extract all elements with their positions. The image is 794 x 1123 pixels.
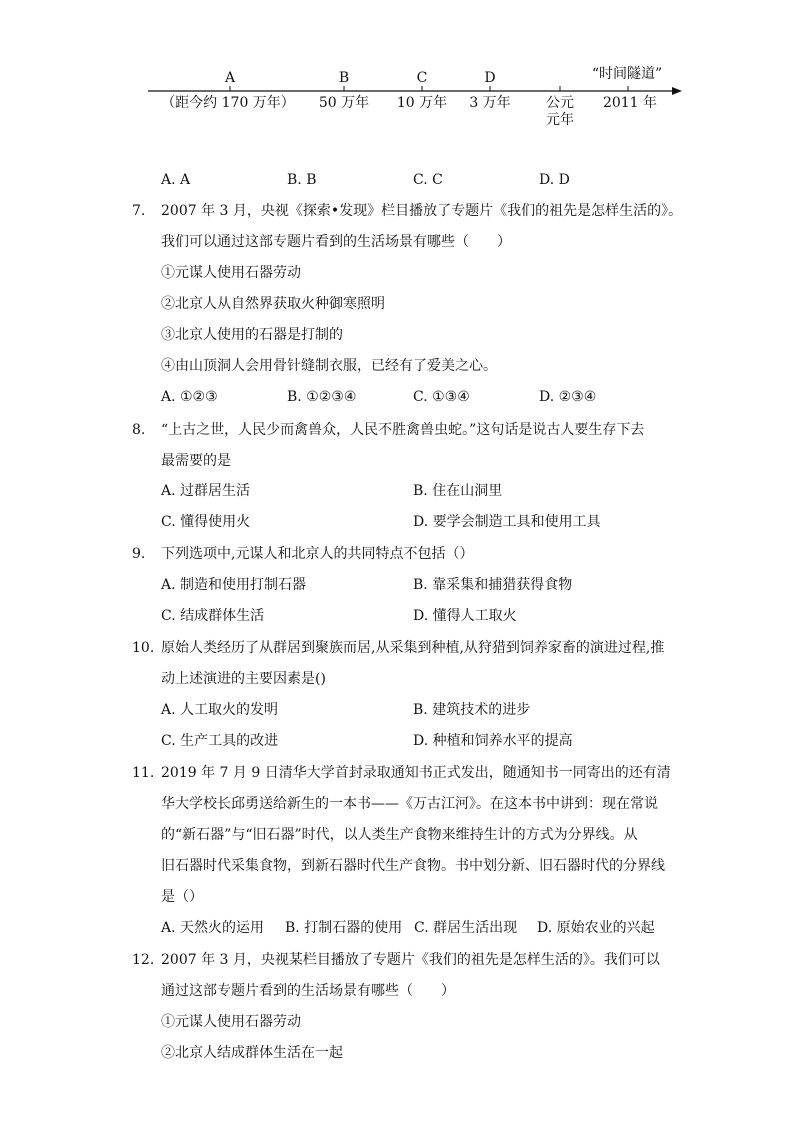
q12-line-2: 通过这部专题片看到的生活场景有哪些（ ）: [161, 983, 455, 999]
q11-option-a: A. 天然火的运用: [161, 920, 265, 936]
q11-line-2: 华大学校长邱勇送给新生的一本书——《万古江河》。在这本书中讲到：现在常说: [161, 796, 658, 812]
q12-number: 12.: [132, 952, 155, 968]
q12-line-4: ②北京人结成群体生活在一起: [161, 1045, 343, 1061]
q11-line-3: 的“新石器”与“旧石器”时代，以人类生产食物来维持生计的方式为分界线。从: [161, 827, 638, 843]
timeline-label-ad-line1: 公元: [546, 95, 574, 111]
q6-option-a: A. A: [161, 172, 191, 188]
q9-option-a: A. 制造和使用打制石器: [161, 577, 307, 593]
q11-line-5: 是（）: [161, 889, 203, 905]
q12-line-1: 2007 年 3 月，央视某栏目播放了专题片《我们的祖先是怎样生活的》。我们可以: [161, 952, 660, 968]
q10-option-c: C. 生产工具的改进: [161, 733, 279, 749]
q7-number: 7.: [132, 203, 146, 219]
q7-line-3: ①元谋人使用石器劳动: [161, 265, 301, 281]
q8-option-b: B. 住在山洞里: [413, 483, 503, 499]
q7-option-d: D. ②③④: [539, 389, 597, 405]
q12-line-3: ①元谋人使用石器劳动: [161, 1014, 301, 1030]
q9-option-d: D. 懂得人工取火: [413, 608, 517, 624]
q8-option-d: D. 要学会制造工具和使用工具: [413, 514, 601, 530]
q7-line-2: 我们可以通过这部专题片看到的生活场景有哪些（ ）: [161, 234, 511, 250]
timeline-letter-d: D: [484, 70, 496, 86]
timeline-arrow-icon: [672, 87, 682, 95]
timeline-label-c: 10 万年: [396, 95, 448, 111]
q8-line-1: “上古之世，人民少而禽兽众，人民不胜禽兽虫蛇。”这句话是说古人要生存下去: [161, 422, 645, 438]
q11-line-4: 旧石器时代采集食物，到新石器时代生产食物。书中划分新、旧石器时代的分界线: [161, 858, 665, 874]
q10-option-d: D. 种植和饲养水平的提高: [413, 733, 573, 749]
q10-option-b: B. 建筑技术的进步: [413, 702, 531, 718]
timeline-label-b: 50 万年: [318, 95, 370, 111]
q7-line-1: 2007 年 3 月，央视《探索•发现》栏目播放了专题片《我们的祖先是怎样生活的》。: [161, 203, 683, 219]
timeline-label-a: （距今约 170 万年）: [161, 95, 295, 111]
q11-option-b: B. 打制石器的使用: [285, 920, 403, 936]
timeline-figure: [0, 0, 794, 140]
q7-line-6: ④由山顶洞人会用骨针缝制衣服，已经有了爱美之心。: [161, 358, 497, 374]
q6-option-c: C. C: [413, 172, 443, 188]
q10-option-a: A. 人工取火的发明: [161, 702, 279, 718]
q7-option-a: A. ①②③: [161, 389, 218, 405]
timeline-letter-b: B: [338, 70, 350, 86]
timeline-letter-c: C: [416, 70, 428, 86]
q11-option-c: C. 群居生活出现: [414, 920, 518, 936]
q8-option-a: A. 过群居生活: [161, 483, 251, 499]
q9-option-b: B. 靠采集和捕猎获得食物: [413, 577, 573, 593]
q7-option-b: B. ①②③④: [287, 389, 357, 405]
timeline-label-2011: 2011 年: [602, 95, 658, 111]
q7-line-5: ③北京人使用的石器是打制的: [161, 327, 343, 343]
q11-line-1: 2019 年 7 月 9 日清华大学首封录取通知书正式发出，随通知书一同寄出的还有清: [161, 765, 671, 781]
q6-option-b: B. B: [287, 172, 317, 188]
q10-line-1: 原始人类经历了从群居到聚族而居,从采集到种植,从狩猎到饲养家畜的演进过程,推: [161, 640, 665, 656]
timeline-tunnel-label: “时间隧道”: [591, 66, 663, 82]
q9-option-c: C. 结成群体生活: [161, 608, 265, 624]
q8-line-2: 最需要的是: [161, 453, 231, 469]
q10-line-2: 动上述演进的主要因素是(): [161, 671, 326, 687]
q7-option-c: C. ①③④: [413, 389, 470, 405]
timeline-label-ad-line2: 元年: [546, 112, 574, 128]
q11-number: 11.: [132, 765, 155, 781]
q9-number: 9.: [132, 546, 146, 562]
q10-number: 10.: [132, 640, 155, 656]
q6-option-d: D. D: [539, 172, 570, 188]
timeline-label-d: 3 万年: [469, 95, 511, 111]
q7-line-4: ②北京人从自然界获取火种御寒照明: [161, 296, 385, 312]
q8-number: 8.: [132, 422, 146, 438]
q9-line-1: 下列选项中,元谋人和北京人的共同特点不包括（）: [161, 546, 474, 562]
q8-option-c: C. 懂得使用火: [161, 514, 251, 530]
timeline-letter-a: A: [224, 70, 236, 86]
q11-option-d: D. 原始农业的兴起: [537, 920, 655, 936]
